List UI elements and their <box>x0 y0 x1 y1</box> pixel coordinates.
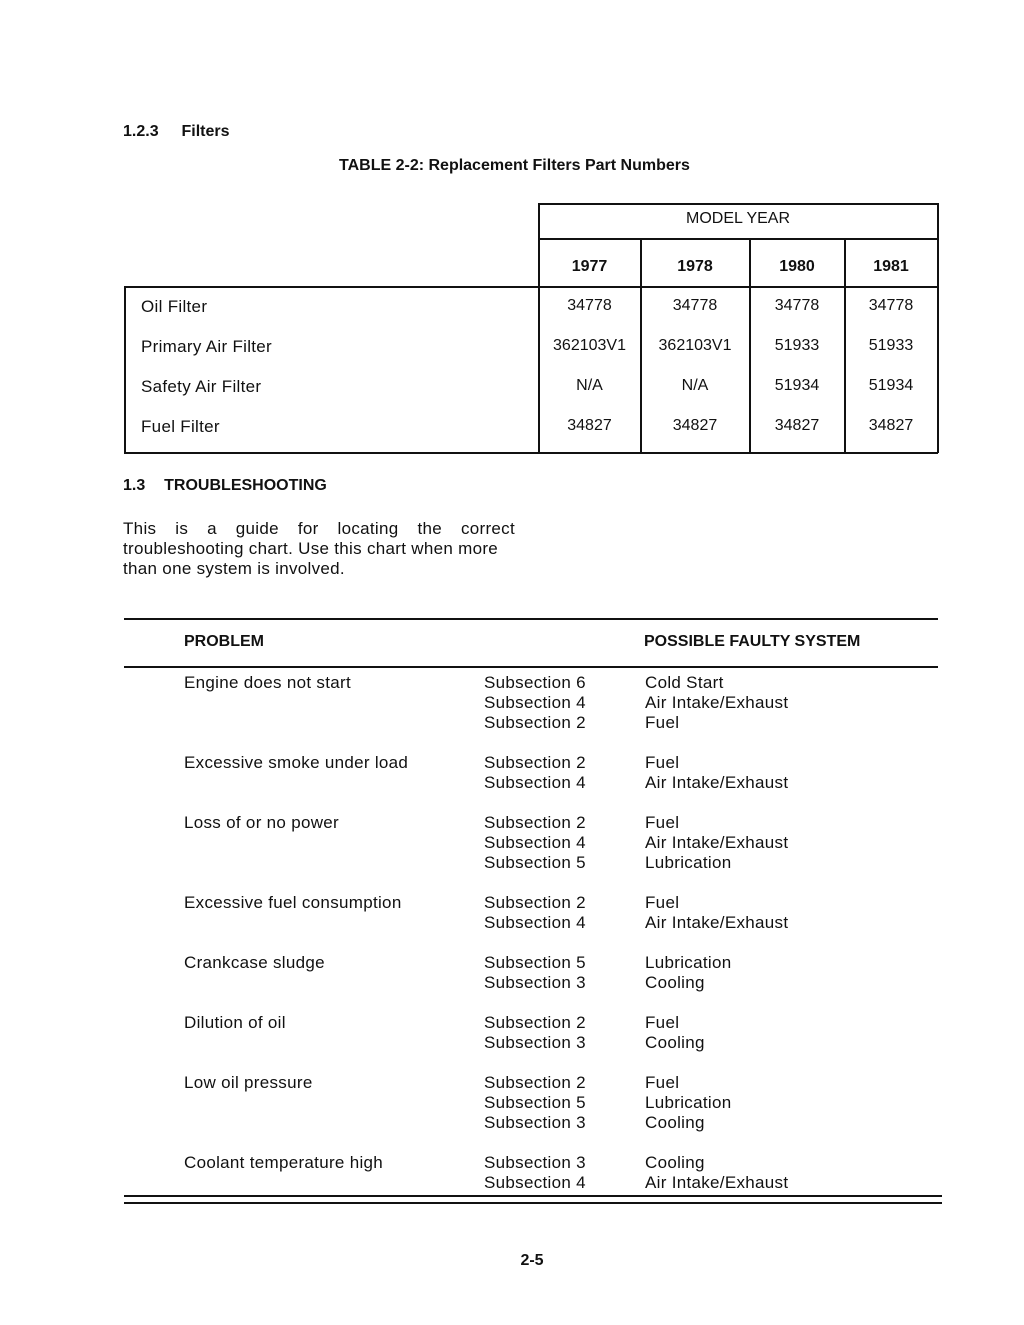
intro-line: than one system is involved. <box>123 559 345 578</box>
problem-text: Crankcase sludge <box>184 953 325 972</box>
system-name: Fuel <box>645 813 680 832</box>
system-name: Cold Start <box>645 673 724 692</box>
subsection-ref: Subsection 4 <box>484 913 586 932</box>
page-number: 2-5 <box>520 1252 544 1269</box>
system-cell <box>645 1013 705 1053</box>
intro-line: This is a guide for locating the correct <box>123 519 515 538</box>
subsection-cell <box>484 1013 586 1053</box>
system-name: Air Intake/Exhaust <box>645 833 789 852</box>
subsection-ref: Subsection 2 <box>484 1013 586 1032</box>
part-number: 51933 <box>774 337 820 354</box>
system-name: Air Intake/Exhaust <box>645 1173 789 1192</box>
problem-text: Dilution of oil <box>184 1013 286 1032</box>
problem-text: Loss of or no power <box>184 813 340 832</box>
part-number: 34778 <box>868 297 914 314</box>
subsection-cell <box>484 1153 586 1193</box>
part-number: 34778 <box>567 297 612 314</box>
part-number: 51933 <box>868 337 914 354</box>
system-name: Fuel <box>645 1073 680 1092</box>
problem-text: Excessive fuel consumption <box>184 893 402 912</box>
year-header: 1978 <box>677 258 713 275</box>
part-number: 362103V1 <box>553 337 626 354</box>
system-name: Lubrication <box>645 1093 732 1112</box>
subsection-ref: Subsection 3 <box>484 1113 586 1132</box>
system-name: Air Intake/Exhaust <box>645 773 789 792</box>
section-title: Filters <box>181 123 230 140</box>
system-name: Lubrication <box>645 953 732 972</box>
part-number: 34827 <box>774 417 820 434</box>
subsection-ref: Subsection 2 <box>484 1073 586 1092</box>
part-number: 34827 <box>672 417 718 434</box>
system-cell <box>645 753 788 793</box>
divider <box>124 618 938 620</box>
subsection-ref: Subsection 3 <box>484 973 586 992</box>
system-cell <box>645 813 788 873</box>
divider <box>124 666 938 668</box>
intro-line: troubleshooting chart. Use this chart when more <box>123 539 499 558</box>
subsection-cell <box>484 1073 586 1133</box>
table-caption: TABLE 2-2: Replacement Filters Part Numbers <box>339 157 690 174</box>
system-cell <box>645 1073 731 1133</box>
subsection-ref: Subsection 6 <box>484 673 586 692</box>
filter-name: Safety Air Filter <box>141 377 262 396</box>
system-name: Cooling <box>645 1033 705 1052</box>
year-header: 1981 <box>873 258 909 275</box>
section-number: 1.3 <box>123 477 146 494</box>
subsection-ref: Subsection 4 <box>484 1173 586 1192</box>
system-cell <box>645 673 788 733</box>
problem-cell <box>184 673 351 693</box>
subsection-cell <box>484 813 586 873</box>
section-heading-troubleshooting <box>123 477 327 495</box>
filter-name: Oil Filter <box>141 297 208 316</box>
subsection-cell <box>484 953 586 993</box>
subsection-ref: Subsection 3 <box>484 1153 586 1172</box>
year-header: 1977 <box>571 258 608 275</box>
subsection-ref: Subsection 5 <box>484 1093 586 1112</box>
subsection-ref: Subsection 5 <box>484 853 586 872</box>
year-header: 1980 <box>779 258 815 275</box>
part-number: 362103V1 <box>658 337 732 354</box>
subsection-cell <box>484 893 586 933</box>
system-name: Fuel <box>645 893 680 912</box>
part-number: 34778 <box>774 297 820 314</box>
system-name: Fuel <box>645 1013 680 1032</box>
system-cell <box>645 893 788 933</box>
subsection-cell <box>484 673 586 733</box>
system-name: Cooling <box>645 973 705 992</box>
intro-paragraph <box>123 519 515 579</box>
header-problem: PROBLEM <box>184 633 264 650</box>
section-title: TROUBLESHOOTING <box>164 477 327 494</box>
subsection-ref: Subsection 2 <box>484 813 586 832</box>
subsection-ref: Subsection 3 <box>484 1033 586 1052</box>
system-name: Fuel <box>645 713 680 732</box>
subsection-ref: Subsection 4 <box>484 833 586 852</box>
model-year-header: MODEL YEAR <box>685 210 791 227</box>
problem-text: Excessive smoke under load <box>184 753 409 772</box>
part-number: 34827 <box>567 417 612 434</box>
part-number: 34778 <box>672 297 718 314</box>
subsection-ref: Subsection 2 <box>484 753 586 772</box>
section-heading-filters <box>123 123 230 141</box>
system-name: Lubrication <box>645 853 732 872</box>
system-cell <box>645 953 731 993</box>
part-number: N/A <box>576 377 603 394</box>
system-name: Fuel <box>645 753 680 772</box>
system-cell <box>645 1153 788 1193</box>
subsection-ref: Subsection 4 <box>484 693 586 712</box>
header-system: POSSIBLE FAULTY SYSTEM <box>644 633 861 650</box>
part-number: 51934 <box>868 377 914 394</box>
section-number: 1.2.3 <box>123 123 159 140</box>
subsection-ref: Subsection 2 <box>484 713 586 732</box>
problem-text: Engine does not start <box>184 673 351 692</box>
system-name: Cooling <box>645 1113 705 1132</box>
part-number: 34827 <box>868 417 914 434</box>
divider <box>124 1195 942 1197</box>
problem-text: Coolant temperature high <box>184 1153 384 1172</box>
filter-name: Primary Air Filter <box>141 337 273 356</box>
subsection-ref: Subsection 2 <box>484 893 586 912</box>
system-name: Cooling <box>645 1153 705 1172</box>
problem-text: Low oil pressure <box>184 1073 313 1092</box>
system-name: Air Intake/Exhaust <box>645 693 789 712</box>
subsection-ref: Subsection 5 <box>484 953 586 972</box>
subsection-ref: Subsection 4 <box>484 773 586 792</box>
filter-name: Fuel Filter <box>141 417 220 436</box>
part-number: N/A <box>681 377 709 394</box>
part-number: 51934 <box>774 377 820 394</box>
subsection-cell <box>484 753 586 793</box>
system-name: Air Intake/Exhaust <box>645 913 789 932</box>
divider <box>124 1202 942 1204</box>
